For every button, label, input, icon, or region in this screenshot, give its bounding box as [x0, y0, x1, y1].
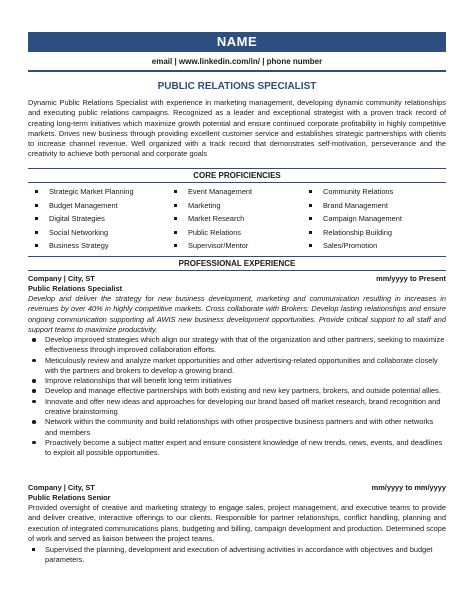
experience-bottom-divider [28, 270, 446, 271]
proficiency-column-1 [32, 185, 162, 253]
job-description: Provided oversight of creative and marketing strategy to engage sales, project management, and executive teams to provide and deliver creative, interactive offerings to our clients. Responsible for partner relationships, conflict handling, planning and execution of integrated communications plans, budgeting and billing, campaign development and production. Determined scope of work and served as liaison between the project teams. [28, 503, 446, 543]
job-dates: mm/yyyy to mm/yyyy [371, 483, 446, 492]
name-banner: NAME [28, 32, 446, 52]
list-item: Network within the community and build relationships with other prospective business partners and with other networks and members [28, 417, 446, 438]
proficiency-item: Public Relations [171, 226, 301, 240]
proficiency-item: Strategic Market Planning [32, 185, 162, 199]
proficiency-column-2 [171, 185, 301, 253]
proficiency-item: Sales/Promotion [306, 239, 436, 253]
list-item: Innovate and offer new ideas and approaches for developing our brand based off market research, brand recognition and creative brainstorming [28, 397, 446, 418]
proficiencies-heading: CORE PROFICIENCIES [193, 171, 281, 180]
list-item: Meticulously review and analyze market opportunities and other advertising-related opportunities and collaborate closely with the partners and brokers to develop a growing brand. [28, 356, 446, 377]
job-header [28, 483, 446, 493]
proficiency-item: Market Research [171, 212, 301, 226]
list-item: Improve relationships that will benefit long term initiatives [28, 376, 446, 386]
proficiency-item: Marketing [171, 199, 301, 213]
proficiency-item: Brand Management [306, 199, 436, 213]
proficiency-item: Community Relations [306, 185, 436, 199]
proficiencies-top-divider [28, 168, 446, 169]
proficiency-item: Social Networking [32, 226, 162, 240]
proficiency-item: Event Management [171, 185, 301, 199]
job-achievements [28, 335, 446, 459]
proficiencies-bottom-divider [28, 182, 446, 183]
list-item: Proactively become a subject matter expert and ensure consistent knowledge of new trends, news, events, and deadlines to exploit all possible opportunities. [28, 438, 446, 459]
proficiency-item: Budget Management [32, 199, 162, 213]
proficiencies-list [28, 185, 446, 255]
job-header [28, 274, 446, 284]
list-item: Develop improved strategies which align our strategy with that of the organization and other partners, seeking to maximize effectiveness through improved collaboration efforts. [28, 335, 446, 356]
proficiency-item: Relationship Building [306, 226, 436, 240]
job-dates: mm/yyyy to Present [376, 274, 446, 283]
job-achievements [28, 545, 446, 566]
list-item: Develop and manage effective partnerships with both existing and new key partners, brokers, and outside potential allies. [28, 386, 446, 396]
job-title: Public Relations Senior [28, 493, 111, 502]
job-company: Company | City, ST [28, 483, 95, 492]
summary-paragraph: Dynamic Public Relations Specialist with experience in marketing management, developing dynamic community relationships and executing public relations campaigns. Recognized as a leader and exceptional strategist with a proven track record of creating long-term initiatives which maximize growth potential and ensure continued corporate profitability in highly competitive markets. Drives new business through providing excellent customer service and establishes strategic partnerships with clients to increase channel revenue. Well organized with a track record that demonstrates self-motivation, perseverance and the creativity to achieve both personal and corporate goals [28, 98, 446, 159]
job-company: Company | City, ST [28, 274, 95, 283]
experience-heading: PROFESSIONAL EXPERIENCE [178, 259, 296, 268]
proficiency-column-3 [306, 185, 436, 253]
job-description: Develop and deliver the strategy for new business development, marketing and communication resulting in increases in revenues by over 40% in highly competitive markets. Cross collaborate with Brokers: Develop lasting relationships and ensure ongoing communication supporting all AWIS new business development opportunities. Provide critical support to all staff and support teams to maximize productivity. [28, 294, 446, 334]
experience-top-divider [28, 256, 446, 257]
list-item: Supervised the planning, development and execution of advertising activities in accordance with objectives and budget parameters. [28, 545, 446, 566]
proficiency-item: Business Strategy [32, 239, 162, 253]
proficiency-item: Supervisor/Mentor [171, 239, 301, 253]
job-title: Public Relations Specialist [28, 284, 123, 293]
proficiency-item: Digital Strategies [32, 212, 162, 226]
contact-line: email | www.linkedin.com/in/ | phone number [151, 57, 323, 66]
proficiency-item: Campaign Management [306, 212, 436, 226]
role-title: PUBLIC RELATIONS SPECIALIST [157, 81, 317, 92]
header-divider [28, 70, 446, 72]
